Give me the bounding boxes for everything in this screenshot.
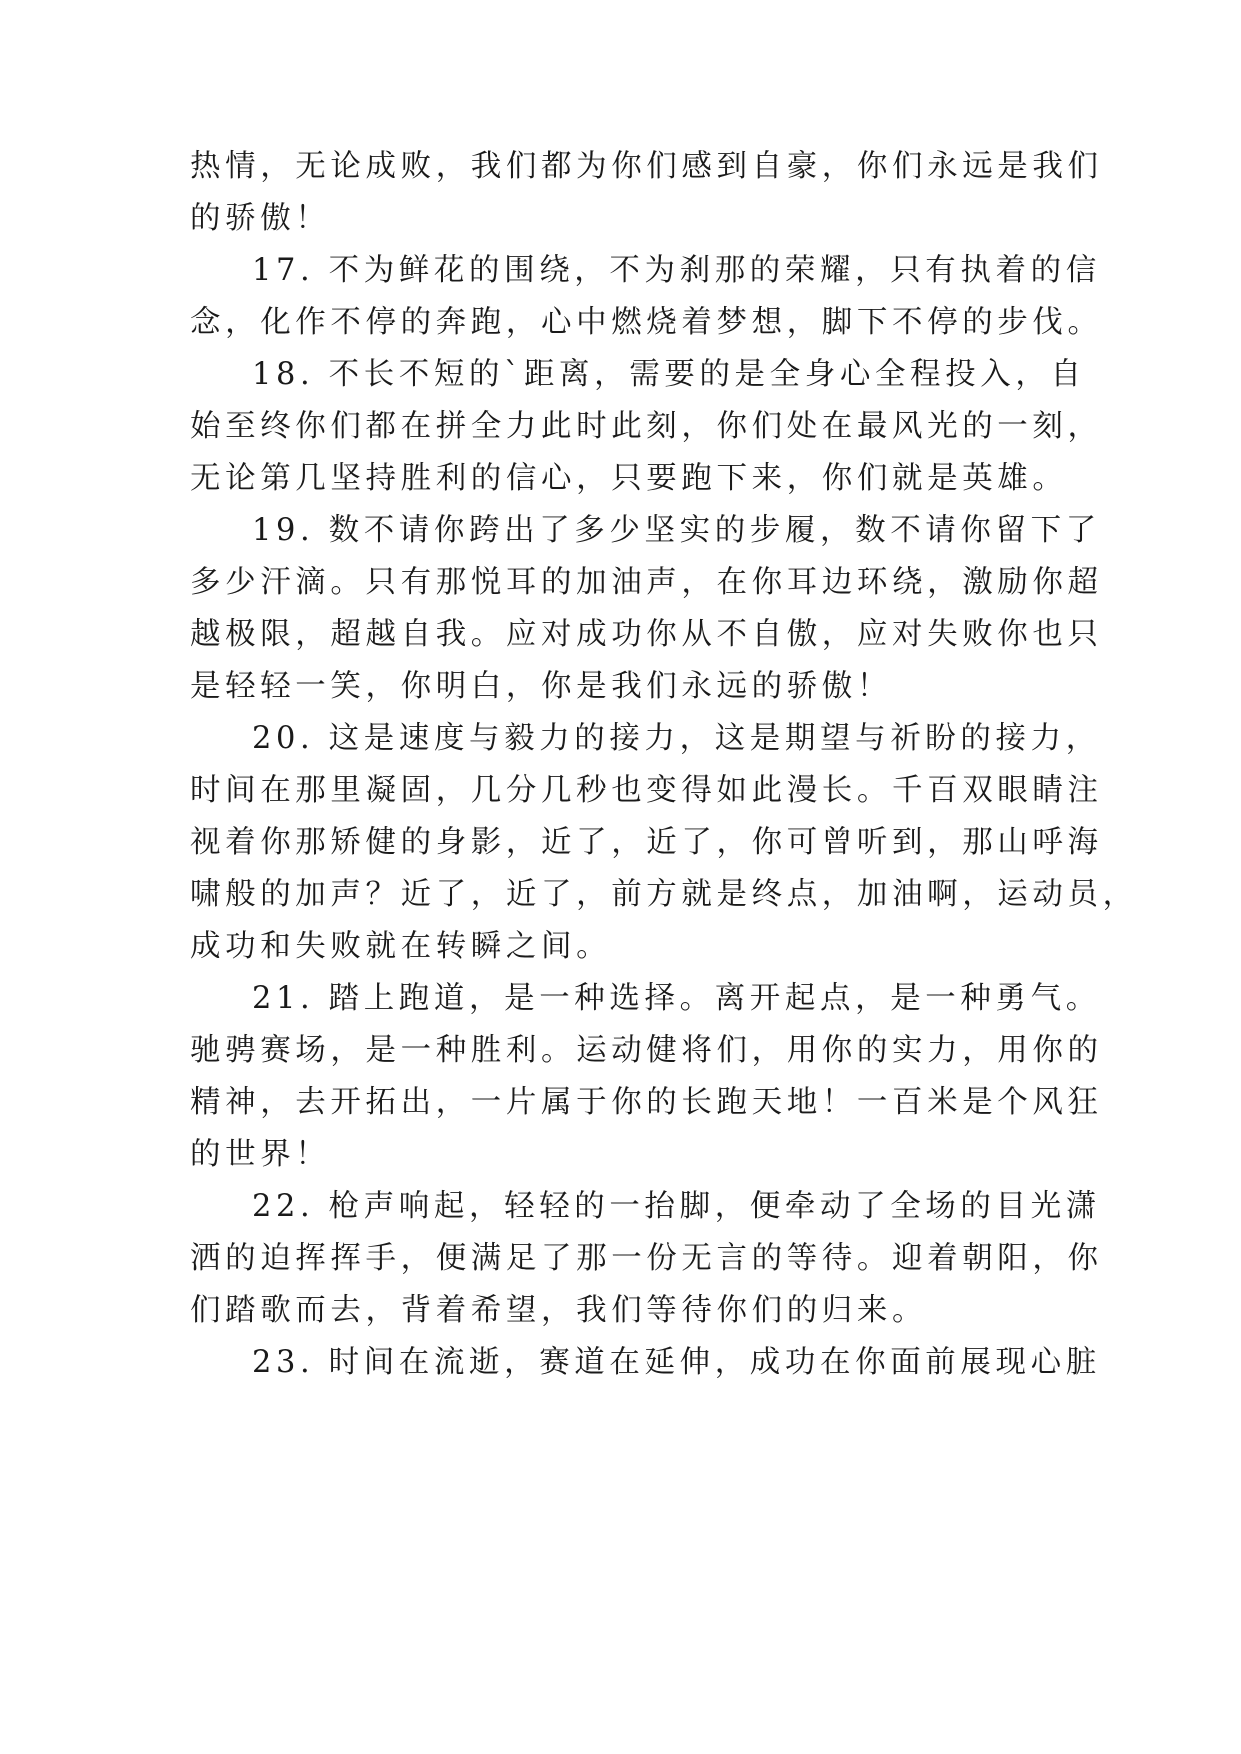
text-line: 成功和失败就在转瞬之间。: [190, 929, 612, 964]
paragraph-21-line: 21. 踏上跑道，是一种选择。离开起点，是一种勇气。: [252, 981, 1101, 1016]
paragraph-18-line: 18. 不长不短的`距离，需要的是全身心全程投入，自: [252, 357, 1086, 392]
paragraph-23-line: 23. 时间在流逝，赛道在延伸，成功在你面前展现心脏: [252, 1345, 1101, 1380]
text-line: 们踏歌而去，背着希望，我们等待你们的归来。: [190, 1293, 928, 1328]
text-line: 热情，无论成败，我们都为你们感到自豪，你们永远是我们: [190, 149, 1103, 184]
paragraph-19-line: 19. 数不请你跨出了多少坚实的步履，数不请你留下了: [252, 513, 1101, 548]
text-line: 无论第几坚持胜利的信心，只要跑下来，你们就是英雄。: [190, 461, 1068, 496]
text-line: 驰骋赛场，是一种胜利。运动健将们，用你的实力，用你的: [190, 1033, 1103, 1068]
text-line: 的骄傲！: [190, 201, 331, 236]
text-line: 始至终你们都在拼全力此时此刻，你们处在最风光的一刻，: [190, 409, 1103, 444]
text-line: 是轻轻一笑，你明白，你是我们永远的骄傲！: [190, 669, 892, 704]
text-line: 的世界！: [190, 1137, 331, 1172]
text-line: 洒的迫挥挥手，便满足了那一份无言的等待。迎着朝阳，你: [190, 1241, 1103, 1276]
text-line: 视着你那矫健的身影，近了，近了，你可曾听到，那山呼海: [190, 825, 1103, 860]
text-line: 啸般的加声？近了，近了，前方就是终点，加油啊，运动员，: [190, 877, 1138, 912]
paragraph-20-line: 20. 这是速度与毅力的接力，这是期望与祈盼的接力，: [252, 721, 1101, 756]
text-line: 精神，去开拓出，一片属于你的长跑天地！一百米是个风狂: [190, 1085, 1103, 1120]
text-line: 多少汗滴。只有那悦耳的加油声，在你耳边环绕，激励你超: [190, 565, 1103, 600]
text-line: 念，化作不停的奔跑，心中燃烧着梦想，脚下不停的步伐。: [190, 305, 1103, 340]
text-line: 越极限，超越自我。应对成功你从不自傲，应对失败你也只: [190, 617, 1103, 652]
text-line: 时间在那里凝固，几分几秒也变得如此漫长。千百双眼睛注: [190, 773, 1103, 808]
paragraph-17-line: 17. 不为鲜花的围绕，不为刹那的荣耀，只有执着的信: [252, 253, 1101, 288]
paragraph-22-line: 22. 枪声响起，轻轻的一抬脚，便牵动了全场的目光潇: [252, 1189, 1101, 1224]
